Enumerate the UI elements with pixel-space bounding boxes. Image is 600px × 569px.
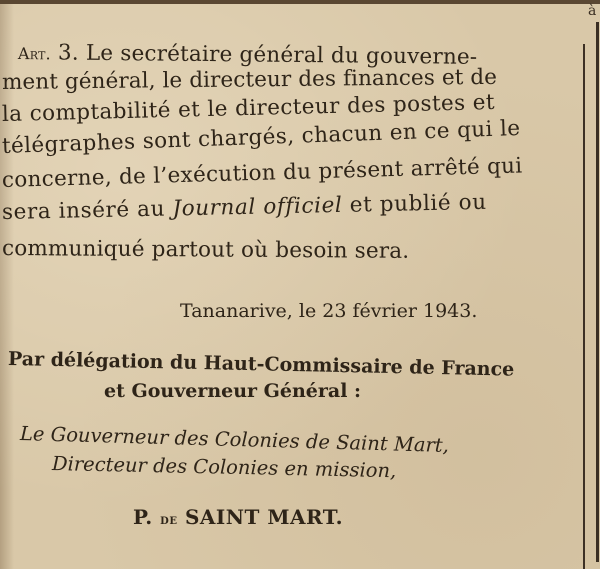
line-text: et publié ou <box>349 189 487 218</box>
adjacent-column-rule <box>596 22 599 562</box>
paragraph-line-3: la comptabilité et le directeur des postes et <box>1 89 496 127</box>
delegation-line-2: et Gouverneur Général : <box>104 380 362 402</box>
journal-title: Journal officiel <box>172 192 343 222</box>
paragraph-line-2: ment général, le directeur des finances et de <box>1 64 498 95</box>
top-border-rule <box>0 0 600 4</box>
paragraph-line-7: communiqué partout où besoin sera. <box>1 236 410 264</box>
article-number: 3. <box>57 40 79 66</box>
paragraph-line-1 <box>18 42 478 68</box>
line-text: sera inséré au <box>1 196 166 225</box>
signatory-particle: de <box>160 512 178 528</box>
date-line: Tananarive, le 23 février 1943. <box>180 300 478 322</box>
delegation-line-1: Par délégation du Haut-Commissaire de France <box>7 348 515 381</box>
article-label: Art. <box>17 44 51 64</box>
paragraph-line-4: télégraphes sont chargés, chacun en ce qui le <box>1 115 521 159</box>
column-divider-rule <box>583 44 585 569</box>
signatory-name: SAINT MART. <box>184 505 344 529</box>
adjacent-column-fragment: à <box>588 3 597 19</box>
paragraph-line-5: concerne, de l’exécution du présent arrêté qui <box>1 153 523 193</box>
signatory-initial: P. <box>133 505 153 529</box>
signatory-title-2: Directeur des Colonies en mission, <box>51 452 397 483</box>
line-text: Le secrétaire général du gouverne- <box>85 40 478 70</box>
signatory-name-block <box>133 505 343 529</box>
signatory-title-1: Le Gouverneur des Colonies de Saint Mart, <box>19 422 450 457</box>
paragraph-line-6 <box>1 189 487 225</box>
